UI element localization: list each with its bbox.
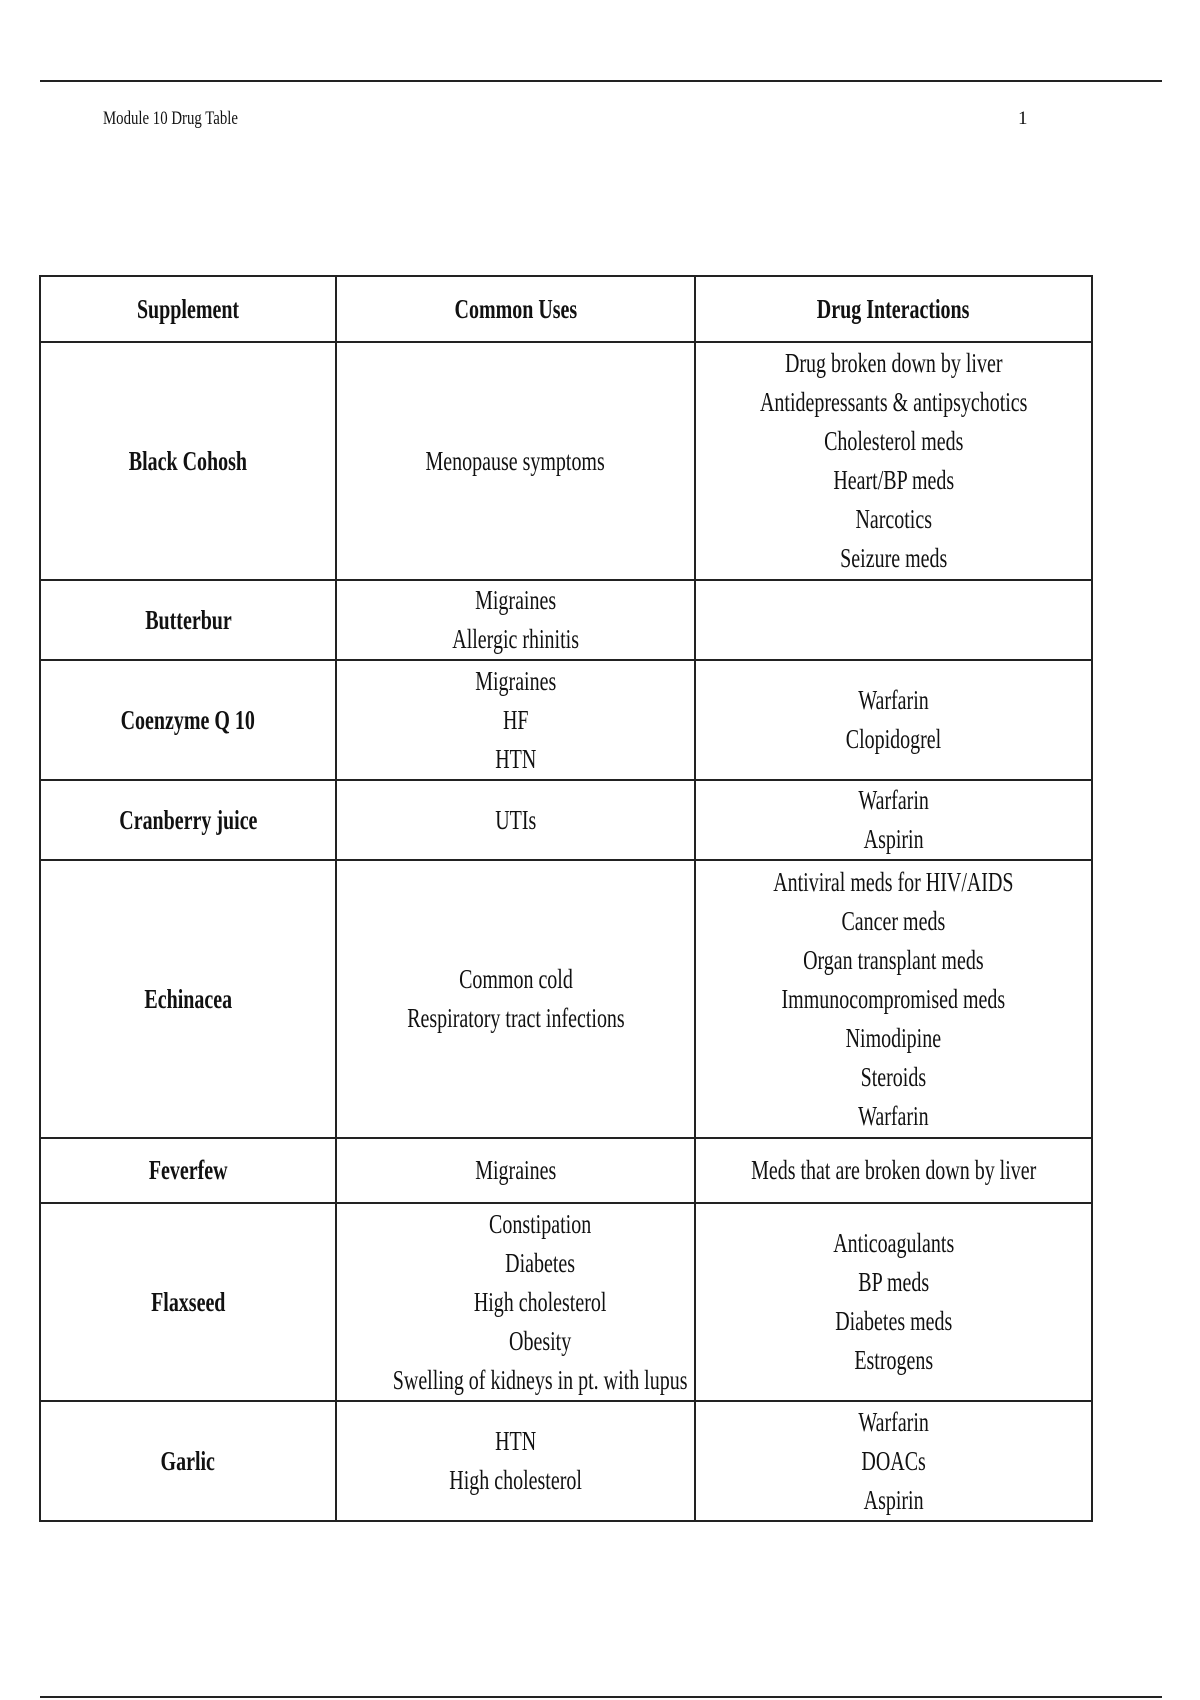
drug-interactions-cell-lines	[858, 781, 928, 859]
table-row	[40, 1203, 1092, 1401]
interaction-item: Clopidogrel	[845, 724, 942, 754]
supplement-cell	[40, 860, 336, 1138]
use-item: High cholesterol	[473, 1286, 607, 1317]
use-item: Migraines	[474, 1155, 557, 1185]
interaction-item: Nimodipine	[845, 1022, 942, 1053]
table-row	[40, 1401, 1092, 1521]
common-uses-cell	[336, 580, 695, 660]
drug-interactions-cell-lines	[751, 1151, 1036, 1190]
common-uses-cell	[336, 780, 695, 860]
column-header-drug-interactions: Drug Interactions	[695, 276, 1092, 342]
supplement-cell	[40, 1138, 336, 1203]
supplement-name: Black Cohosh	[128, 445, 248, 476]
supplement-cell	[40, 342, 336, 580]
interaction-item: Cancer meds	[841, 905, 946, 936]
supplement-name: Garlic	[160, 1445, 216, 1476]
interaction-item: Narcotics	[855, 504, 932, 534]
use-item: Migraines	[474, 585, 557, 615]
supplement-cell	[40, 580, 336, 660]
header-rule	[40, 80, 1162, 82]
common-uses-cell-lines	[426, 442, 605, 481]
supplement-name: Feverfew	[148, 1155, 228, 1185]
use-item: HTN	[494, 1426, 537, 1456]
use-item: Allergic rhinitis	[452, 624, 579, 654]
interaction-item: Seizure meds	[839, 543, 948, 573]
drug-interactions-cell	[695, 860, 1092, 1138]
use-item: Respiratory tract infections	[406, 1003, 625, 1033]
common-uses-cell-lines	[452, 581, 579, 659]
drug-interactions-cell	[695, 1138, 1092, 1203]
column-header-supplement: Supplement	[40, 276, 336, 342]
common-uses-cell	[336, 660, 695, 780]
use-item: High cholesterol	[449, 1465, 582, 1495]
interaction-item: Steroids	[860, 1061, 927, 1092]
interaction-item: Estrogens	[854, 1345, 933, 1375]
interaction-item: Anticoagulants	[833, 1228, 954, 1258]
drug-interactions-cell-lines	[858, 1403, 928, 1520]
drug-interactions-cell-lines	[846, 681, 941, 759]
use-item: HTN	[494, 743, 537, 774]
table-header-row	[40, 276, 1092, 342]
use-item: UTIs	[494, 804, 537, 835]
interaction-item: Warfarin	[858, 1100, 929, 1131]
drug-interactions-cell	[695, 580, 1092, 660]
common-uses-cell	[336, 342, 695, 580]
common-uses-cell	[336, 1203, 695, 1401]
interaction-item: Warfarin	[858, 685, 929, 715]
common-uses-cell-lines	[407, 960, 624, 1038]
use-item: Menopause symptoms	[425, 445, 606, 476]
table-row	[40, 780, 1092, 860]
interaction-item: DOACs	[861, 1445, 926, 1476]
table-row	[40, 342, 1092, 580]
footer-rule	[40, 1696, 1162, 1698]
interaction-item: Diabetes meds	[834, 1306, 953, 1336]
use-item: Diabetes	[505, 1247, 576, 1278]
drug-interactions-cell-lines	[760, 344, 1027, 578]
interaction-item: Aspirin	[863, 824, 924, 854]
interaction-item: Heart/BP meds	[833, 465, 954, 495]
drug-interactions-cell	[695, 660, 1092, 780]
column-header-common-uses: Common Uses	[336, 276, 695, 342]
supplement-cell	[40, 780, 336, 860]
use-item: Constipation	[489, 1208, 592, 1239]
supplement-cell	[40, 660, 336, 780]
interaction-item: Antiviral meds for HIV/AIDS	[773, 866, 1014, 897]
use-item: Swelling of kidneys in pt. with lupus	[392, 1364, 688, 1395]
page-number: 1	[1018, 108, 1028, 129]
drug-interactions-cell-lines	[833, 1224, 954, 1380]
common-uses-cell	[336, 860, 695, 1138]
interaction-item: Meds that are broken down by liver	[750, 1155, 1037, 1185]
drug-interactions-cell	[695, 1203, 1092, 1401]
table-row	[40, 660, 1092, 780]
interaction-item: Warfarin	[858, 785, 929, 815]
use-item: Migraines	[474, 665, 557, 696]
common-uses-cell-lines	[475, 1151, 556, 1190]
use-item: Common cold	[458, 964, 573, 994]
drug-interactions-cell	[695, 780, 1092, 860]
drug-interactions-cell	[695, 342, 1092, 580]
interaction-item: Cholesterol meds	[823, 426, 964, 456]
drug-interactions-cell	[695, 1401, 1092, 1521]
running-head: Module 10 Drug Table	[103, 108, 238, 129]
common-uses-cell-lines	[495, 801, 536, 840]
drug-table	[39, 275, 1093, 1522]
table-row	[40, 1138, 1092, 1203]
use-item: HF	[502, 704, 529, 735]
use-item: Obesity	[509, 1325, 572, 1356]
interaction-item: Organ transplant meds	[803, 944, 984, 975]
table-row	[40, 860, 1092, 1138]
supplement-name: Coenzyme Q 10	[120, 704, 256, 735]
table-row	[40, 580, 1092, 660]
supplement-name: Butterbur	[144, 604, 232, 635]
interaction-item: Aspirin	[863, 1484, 924, 1515]
supplement-name: Cranberry juice	[118, 804, 258, 835]
common-uses-cell	[336, 1401, 695, 1521]
interaction-item: Immunocompromised meds	[781, 983, 1006, 1014]
supplement-name: Flaxseed	[150, 1286, 226, 1317]
supplement-cell	[40, 1203, 336, 1401]
interaction-item: BP meds	[858, 1267, 929, 1297]
interaction-item: Warfarin	[858, 1406, 929, 1437]
common-uses-cell	[336, 1138, 695, 1203]
common-uses-cell-lines	[475, 662, 556, 779]
supplement-name: Echinacea	[144, 983, 232, 1014]
common-uses-cell-lines	[449, 1422, 582, 1500]
interaction-item: Drug broken down by liver	[784, 348, 1003, 378]
supplement-cell	[40, 1401, 336, 1521]
interaction-item: Antidepressants & antipsychotics	[759, 387, 1028, 417]
drug-interactions-cell-lines	[773, 863, 1013, 1136]
common-uses-cell-lines	[393, 1205, 688, 1400]
